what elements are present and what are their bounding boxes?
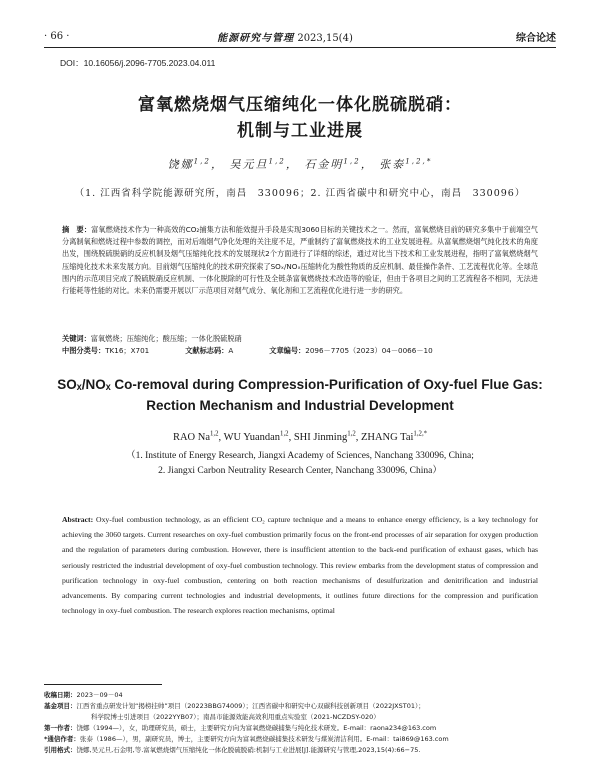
header-rule [44, 47, 556, 48]
title-en-line2: Rection Mechanism and Industrial Development [146, 398, 454, 413]
clc-value: TK16；X701 [105, 346, 150, 356]
authors-en: RAO Na$^{1,2}$, WU Yuandan$^{1,2}$, SHI Jinming$^{1,2}$, ZHANG Tai$^{1,2,*}$ [172, 430, 428, 443]
affiliation-en-line2: 2. Jiangxi Carbon Neutrality Research Center, Nanchang 330096, China） [158, 466, 442, 476]
issue-number: 2023,15(4) [297, 32, 353, 44]
author-en-2: WU Yuandan [223, 432, 281, 443]
author-cn-4-aff: 1,2,* [405, 156, 433, 166]
keywords-cn-label: 关键词： [62, 334, 91, 343]
first-author-note: 第一作者：饶娜（1994—），女，助理研究员，硕士，主要研究方向为富氧燃烧碳捕集与纯化技术研发。E-mail：raona234@163.com [44, 724, 437, 732]
affiliation-cn: （1. 江西省科学院能源研究所，南昌 330096；2. 江西省碳中和研究中心，南昌 330096） [74, 188, 526, 199]
received-date: 收稿日期：2023－09－04 [44, 691, 123, 699]
doi[interactable]: DOI：10.16056/j.2096-7705.2023.04.011 [60, 58, 216, 68]
title-en-line1: SOₓ/NOₓ Co-removal during Compression-Purification of Oxy-fuel Flue Gas: [57, 377, 543, 392]
fund-line2: 科学院博士引进项目（2022YYB07）；南昌市能源效能高效利用重点实验室（2021-NCZDSY-020） [91, 713, 380, 721]
keywords-block [62, 333, 538, 357]
authors-cn: 饶娜$^{1,2}$， 吴元旦$^{1,2}$， 石金明$^{1,2}$， 张泰$^{1,2,*}$ [167, 156, 433, 171]
page-header [44, 26, 556, 46]
author-en-4-aff: 1,2,* [413, 430, 428, 438]
author-en-4: ZHANG Tai [360, 432, 414, 443]
author-cn-4: 张泰 [379, 158, 406, 171]
journal-name: 能源研究与管理 [217, 32, 295, 44]
title-en [0, 374, 600, 416]
journal-issue [104, 29, 466, 44]
author-en-1-aff: 1,2 [210, 430, 219, 438]
corresponding-author-note: *通信作者：张泰（1986—），男，副研究员，博士，主要研究方向为富氧燃烧碳捕集技术研发与煤炭清洁利用。E-mail：tai869@163.com [44, 735, 449, 743]
clc-label: 中图分类号： [62, 346, 106, 356]
page-number: · 66 · [44, 30, 70, 42]
author-cn-3: 石金明 [304, 158, 344, 171]
affiliation-en [0, 449, 600, 479]
footnotes [44, 690, 556, 756]
author-cn-2: 吴元旦 [229, 158, 269, 171]
doc-code-value: A [228, 346, 234, 356]
footnote-rule [44, 684, 162, 685]
article-number-label: 文章编号： [269, 346, 306, 356]
fund-line1: 基金项目：江西省重点研发计划“揭榜挂帅”项目（20223BBG74009）；江西省碳中和研究中心双碳科技创新项目（2022JXST01）； [44, 702, 425, 710]
column-name: 综合论述 [516, 32, 556, 44]
author-en-3: SHI Jinming [293, 432, 348, 443]
abstract-en-text: Oxy-fuel combustion technology, as an efficient CO₂ capture technique and a means to enhance energy efficiency, is a key technology for achieving the 3060 targets. Current researches on oxy-fuel combustion primarily focus on the front-end processes of air separation for oxygen production and the regulation of parameters during combustion. However, there is insufficient attention to the back-end purification of exhaust gases, which has seriously restricted the industrial development of oxy-fuel combustion technology. This review embarks from the development status of compression and purification technology in oxy-fuel combustion, centering on both reaction mechanisms of desulfurization and denitrification and industrial advancements. By comparing current technologies and industrial developments, it outlines future directions for the compression and purification technology in oxy-fuel combustion. The research explores reaction mechanisms, optimal [62, 515, 539, 616]
author-en-3-aff: 1,2 [347, 430, 356, 438]
citation-format: 引用格式：饶娜,吴元旦,石金明,等.富氧燃烧烟气压缩纯化一体化脱硫脱硝:机制与工业进展[J].能源研究与管理,2023,15(4):66−75. [44, 746, 421, 754]
author-cn-3-aff: 1,2 [343, 156, 361, 166]
author-en-1: RAO Na [172, 432, 210, 443]
doc-code-label: 文献标志码： [185, 346, 229, 356]
keywords-cn-text: 富氧燃烧；压缩纯化；酸压缩；一体化脱硫脱硝 [90, 334, 242, 343]
title-cn-line1: 富氧燃烧烟气压缩纯化一体化脱硫脱硝： [138, 95, 462, 115]
affiliation-en-line1: （1. Institute of Energy Research, Jiangxi Academy of Sciences, Nanchang 330096, China; [126, 451, 474, 461]
article-number-value: 2096－7705（2023）04－0066－10 [305, 346, 433, 356]
abstract-en-label: Abstract: [62, 515, 94, 524]
author-cn-1-aff: 1,2 [193, 156, 211, 166]
abstract-cn [62, 224, 538, 297]
abstract-cn-text: 富氧燃烧技术作为一种高效的CO₂捕集方法和能效提升手段是实现3060目标的关键技术之一。然而，富氧燃烧目前的研究多集中于前端空气分离制氧和燃烧过程中参数的调控，而对后端烟气净化处理的关注度不足，严重制约了富氧燃烧技术的工业发展进程。从富氧燃烧烟气纯化技术的角度出发，围绕脱硫脱硝的反应机制及烟气压缩纯化技术的发展现状2个方面进行了详细的综述，通过对比当下技术和工业发展进程，指明了富氧燃烧烟气压缩纯化技术未来发展方向。目前烟气压缩纯化的技术研究探索了SOₓ/NOₓ压缩转化为酸性物质的反应机制、最佳操作条件、工艺流程优化等。全球范围内的示范项目完成了脱硫脱硝反应机制、一体化脱除的可行性及全链条富氧燃烧技术改造等的验证，但由于各项目之间的工艺流程各不相同，无法进行能耗等性能的对比。未来仍需要开展以厂示范项目对烟气成分、氧化剂和工艺流程优化进行进一步的研究。 [62, 225, 538, 296]
author-cn-2-aff: 1,2 [268, 156, 286, 166]
classification-row [62, 345, 538, 357]
title-cn [0, 92, 600, 144]
title-cn-line2: 机制与工业进展 [237, 121, 363, 141]
abstract-en [62, 512, 538, 618]
author-en-2-aff: 1,2 [280, 430, 289, 438]
author-cn-1: 饶娜 [167, 158, 194, 171]
abstract-cn-label: 摘 要： [62, 225, 92, 234]
